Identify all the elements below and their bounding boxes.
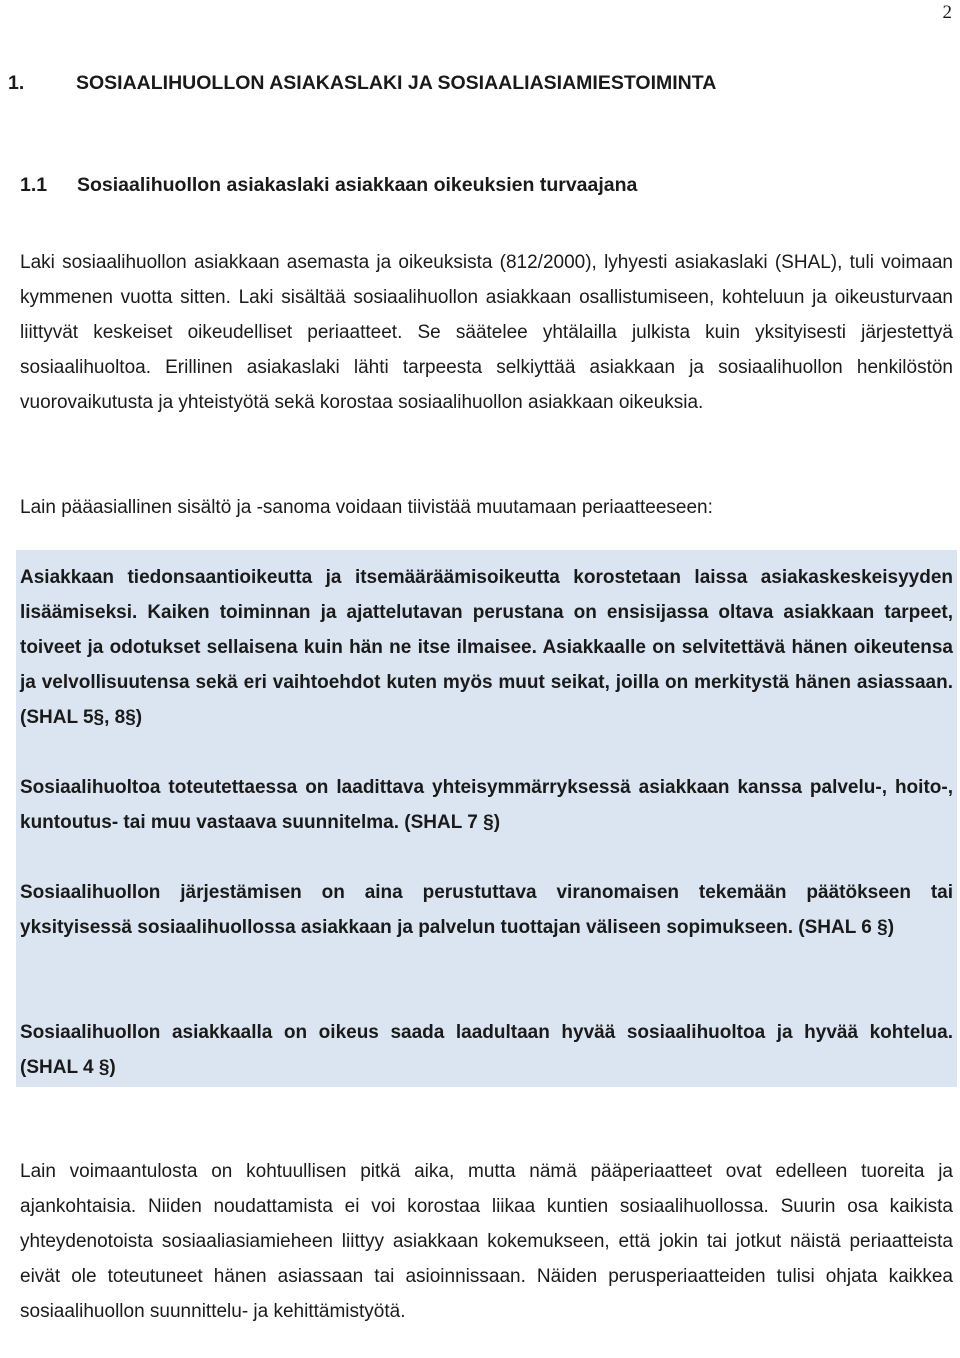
principle-item: Sosiaalihuollon järjestämisen on aina perustuttava viranomaisen tekemään päätökseen tai yksityisessä sosiaalihuollossa asiakkaan ja palvelun tuottajan väliseen sopimukseen. (SHAL 6 §) — [20, 882, 953, 938]
intro-paragraph: Laki sosiaalihuollon asiakkaan asemasta ja oikeuksista (812/2000), lyhyesti asiakaslaki (SHAL), tuli voimaan kymmenen vuotta sitten. Laki sisältää sosiaalihuollon asiakkaan osallistumiseen, kohteluun ja oikeusturvaan liittyvät keskeiset oikeudelliset periaatteet. Se säätelee yhtälailla julkista kuin yksityisesti järjestettyä sosiaalihuoltoa. Erillinen asiakaslaki lähti tarpeesta selkiyttää asiakkaan ja sosiaalihuollon henkilöstön vuorovaikutusta ja yhteistyötä sekä korostaa sosiaalihuollon asiakkaan oikeuksia. — [20, 252, 953, 413]
principle-item: Asiakkaan tiedonsaantioikeutta ja itsemääräämisoikeutta korostetaan laissa asiakaskeskeisyyden lisäämiseksi. Kaiken toiminnan ja ajattelutavan perustana on ensisijassa oltava asiakkaan tarpeet, toiveet ja odotukset sellaisena kuin hän ne itse ilmaisee. Asiakkaalle on selvitettävä hänen oikeutensa ja velvollisuutensa sekä eri vaihtoehdot kuten myös muut seikat, joilla on merkitystä hänen asiassaan. (SHAL 5§, 8§) — [20, 567, 953, 728]
page-number: 2 — [942, 2, 952, 23]
chapter-heading — [8, 72, 716, 95]
section-title: Sosiaalihuollon asiakaslaki asiakkaan oikeuksien turvaajana — [77, 174, 638, 196]
principle-item: Sosiaalihuollon asiakkaalla on oikeus saada laadultaan hyvää sosiaalihuoltoa ja hyvää kohtelua. (SHAL 4 §) — [20, 1022, 953, 1078]
chapter-title: SOSIAALIHUOLLON ASIAKASLAKI JA SOSIAALIASIAMIESTOIMINTA — [76, 72, 717, 94]
principles-box — [16, 550, 957, 1087]
principle-item: Sosiaalihuoltoa toteutettaessa on laadittava yhteisymmärryksessä asiakkaan kanssa palvelu-, hoito-, kuntoutus- tai muu vastaava suunnitelma. (SHAL 7 §) — [20, 777, 953, 833]
section-heading — [20, 174, 637, 197]
lead-paragraph: Lain pääasiallinen sisältö ja -sanoma voidaan tiivistää muutamaan periaatteeseen: — [20, 497, 713, 518]
section-number: 1.1 — [20, 174, 48, 196]
closing-paragraph: Lain voimaantulosta on kohtuullisen pitkä aika, mutta nämä pääperiaatteet ovat edelleen tuoreita ja ajankohtaisia. Niiden noudattamista ei voi korostaa liikaa kuntien sosiaalihuollossa. Suurin osa kaikista yhteydenotoista sosiaaliasiamieheen liittyy asiakkaan kokemukseen, että jokin tai jotkut näistä periaatteista eivät ole toteutuneet hänen asiassaan tai asioinnissaan. Näiden perusperiaatteiden tulisi ohjata kaikkea sosiaalihuollon suunnittelu- ja kehittämistyötä. — [20, 1161, 953, 1322]
chapter-number: 1. — [8, 72, 25, 94]
